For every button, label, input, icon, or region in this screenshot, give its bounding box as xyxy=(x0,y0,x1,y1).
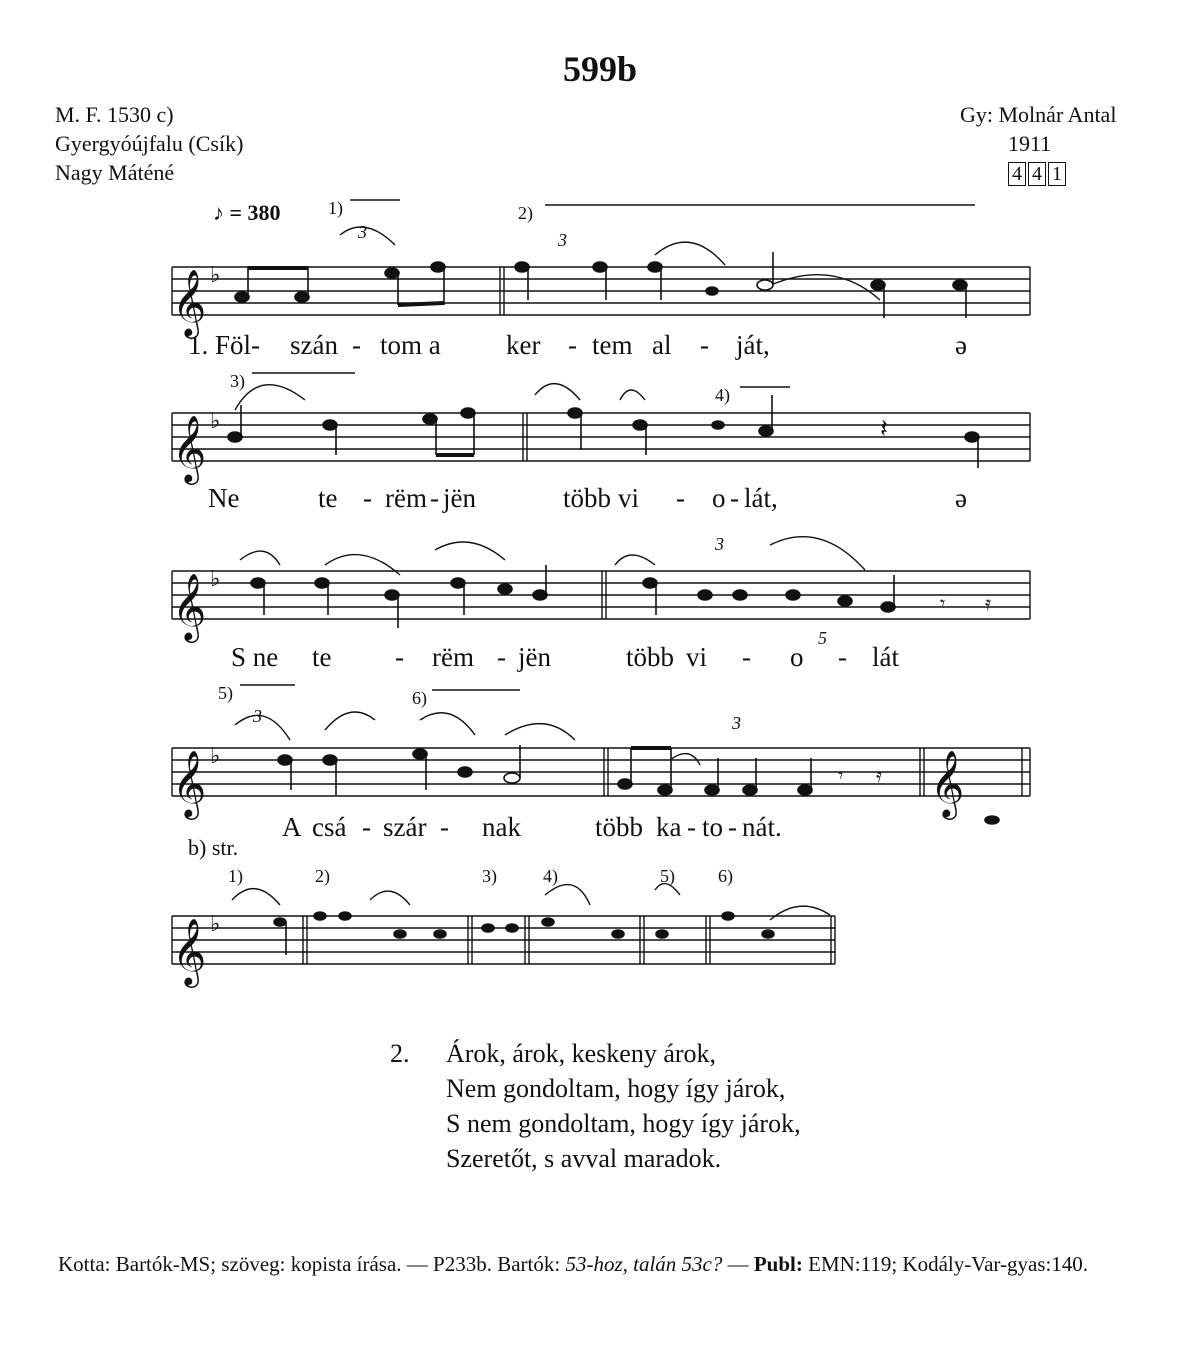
staff-line-4 xyxy=(172,748,1030,796)
syllable: - xyxy=(676,483,685,513)
stanza-line: S nem gondoltam, hogy így járok, xyxy=(446,1109,801,1138)
syllable: A xyxy=(282,812,302,842)
syllable: o xyxy=(790,642,804,672)
treble-clef-icon: 𝄞 xyxy=(172,749,207,817)
staff-line-variants xyxy=(172,916,835,964)
variant-marker-1: 1) xyxy=(228,866,243,886)
variant-marker-1: 1) xyxy=(328,198,343,218)
note-text: Kotta: Bartók-MS; szöveg: kopista írása. — P233b. Bartók: xyxy=(58,1252,566,1276)
stanza-2 xyxy=(390,1036,801,1176)
flat-icon: ♭ xyxy=(210,567,221,592)
variant-marker-2: 2) xyxy=(315,866,330,886)
syllable: nak xyxy=(482,812,521,842)
syllable: rëm xyxy=(385,483,427,513)
syllable: - xyxy=(728,812,737,842)
syllable: vi xyxy=(686,642,708,672)
syllable: - xyxy=(497,642,506,672)
variant-marker-5: 5) xyxy=(660,866,675,886)
flat-icon: ♭ xyxy=(210,263,221,288)
syllable: - xyxy=(362,812,371,842)
treble-clef-icon: 𝄞 xyxy=(930,749,965,817)
variants-label: b) str. xyxy=(188,835,239,860)
svg-text:𝄾: 𝄾 xyxy=(838,765,844,787)
tuplet-number: 3 xyxy=(732,713,741,733)
syllable: ka xyxy=(656,812,682,842)
syllable: ə xyxy=(955,483,967,513)
variant-marker-4: 4) xyxy=(715,385,730,405)
syllable: több xyxy=(626,642,675,672)
syllable: S ne xyxy=(231,642,279,672)
syllable: te xyxy=(312,642,332,672)
syllable: - xyxy=(742,642,751,672)
tuplet-number: 3 xyxy=(358,222,367,242)
variant-marker-3: 3) xyxy=(230,371,245,391)
syllable: jën xyxy=(518,642,551,672)
tuplet-number: 5 xyxy=(818,628,827,648)
syllable: több xyxy=(563,483,612,513)
syllable: 1. Föl- xyxy=(188,330,261,360)
syllable: - xyxy=(430,483,439,513)
eighth-note-icon: ♪ xyxy=(213,200,224,225)
tuplet-number: 3 xyxy=(558,230,567,250)
syllable: tem xyxy=(592,330,633,360)
flat-icon: ♭ xyxy=(210,744,221,769)
syllable: te xyxy=(318,483,338,513)
syllable: - xyxy=(395,642,404,672)
source-notes xyxy=(58,1250,1148,1279)
staff-line-3 xyxy=(172,571,1030,619)
syllable: szán xyxy=(290,330,338,360)
variant-marker-5: 5) xyxy=(218,683,233,703)
syllable: ját, xyxy=(736,330,770,360)
syllable: csá xyxy=(312,812,347,842)
collector: Gy: Molnár Antal xyxy=(960,102,1117,127)
publication-refs: EMN:119; Kodály-Var-gyas:140. xyxy=(802,1252,1089,1276)
variant-marker-4: 4) xyxy=(543,866,558,886)
treble-clef-icon: 𝄞 xyxy=(172,414,207,482)
variant-marker-3: 3) xyxy=(482,866,497,886)
syllable: vi xyxy=(618,483,640,513)
syllable: nát. xyxy=(742,812,782,842)
year: 1911 xyxy=(1008,131,1052,156)
svg-text:𝄽: 𝄽 xyxy=(880,414,888,443)
variant-marker-6: 6) xyxy=(718,866,733,886)
syllable: rëm xyxy=(432,642,474,672)
variant-marker-2: 2) xyxy=(518,203,533,223)
syllable: szár xyxy=(383,812,427,842)
code-box: 1 xyxy=(1048,162,1066,186)
syllable: - xyxy=(568,330,577,360)
catalog-number: M. F. 1530 c) xyxy=(55,102,174,127)
svg-text:𝄿: 𝄿 xyxy=(985,593,992,615)
treble-clef-icon: 𝄞 xyxy=(172,572,207,640)
code-box: 4 xyxy=(1008,162,1026,186)
syllable: - xyxy=(363,483,372,513)
syllable: több xyxy=(595,812,644,842)
syllable: - xyxy=(838,642,847,672)
syllable: ker xyxy=(506,330,541,360)
treble-clef-icon: 𝄞 xyxy=(172,268,207,336)
syllable: ə xyxy=(955,330,967,360)
syllable: - xyxy=(730,483,739,513)
publication-label: Publ: xyxy=(753,1252,803,1276)
note-italic: 53-hoz, talán 53c? xyxy=(565,1252,723,1276)
syllable: tom a xyxy=(380,330,441,360)
flat-icon: ♭ xyxy=(210,912,221,937)
note-separator: — xyxy=(722,1252,754,1276)
flat-icon: ♭ xyxy=(210,409,221,434)
tempo-value: = 380 xyxy=(229,200,281,225)
staff-line-1 xyxy=(172,267,1030,315)
stanza-line: Szeretőt, s avval maradok. xyxy=(446,1144,722,1173)
syllable: lát, xyxy=(744,483,778,513)
syllable: - xyxy=(352,330,361,360)
syllable: - xyxy=(687,812,696,842)
syllable: Ne xyxy=(208,483,240,513)
staff-line-2 xyxy=(172,413,1030,461)
syllable: al xyxy=(652,330,672,360)
syllable: to xyxy=(702,812,724,842)
svg-text:𝄿: 𝄿 xyxy=(876,765,883,787)
syllable: lát xyxy=(872,642,899,672)
stanza-line: Nem gondoltam, hogy így járok, xyxy=(446,1074,786,1103)
singer: Nagy Máténé xyxy=(55,160,175,185)
tuplet-number: 3 xyxy=(253,706,262,726)
stanza-line: Árok, árok, keskeny árok, xyxy=(446,1039,717,1068)
page-title: 599b xyxy=(562,49,638,89)
code-box: 4 xyxy=(1028,162,1046,186)
tuplet-number: 3 xyxy=(715,534,724,554)
stanza-number: 2. xyxy=(390,1039,410,1068)
syllable: o xyxy=(712,483,726,513)
syllable: - xyxy=(440,812,449,842)
variant-marker-6: 6) xyxy=(412,688,427,708)
syllable: jën xyxy=(443,483,476,513)
treble-clef-icon: 𝄞 xyxy=(172,917,207,985)
location: Gyergyóújfalu (Csík) xyxy=(55,131,244,156)
svg-text:𝄾: 𝄾 xyxy=(940,593,946,615)
syllable: - xyxy=(700,330,709,360)
